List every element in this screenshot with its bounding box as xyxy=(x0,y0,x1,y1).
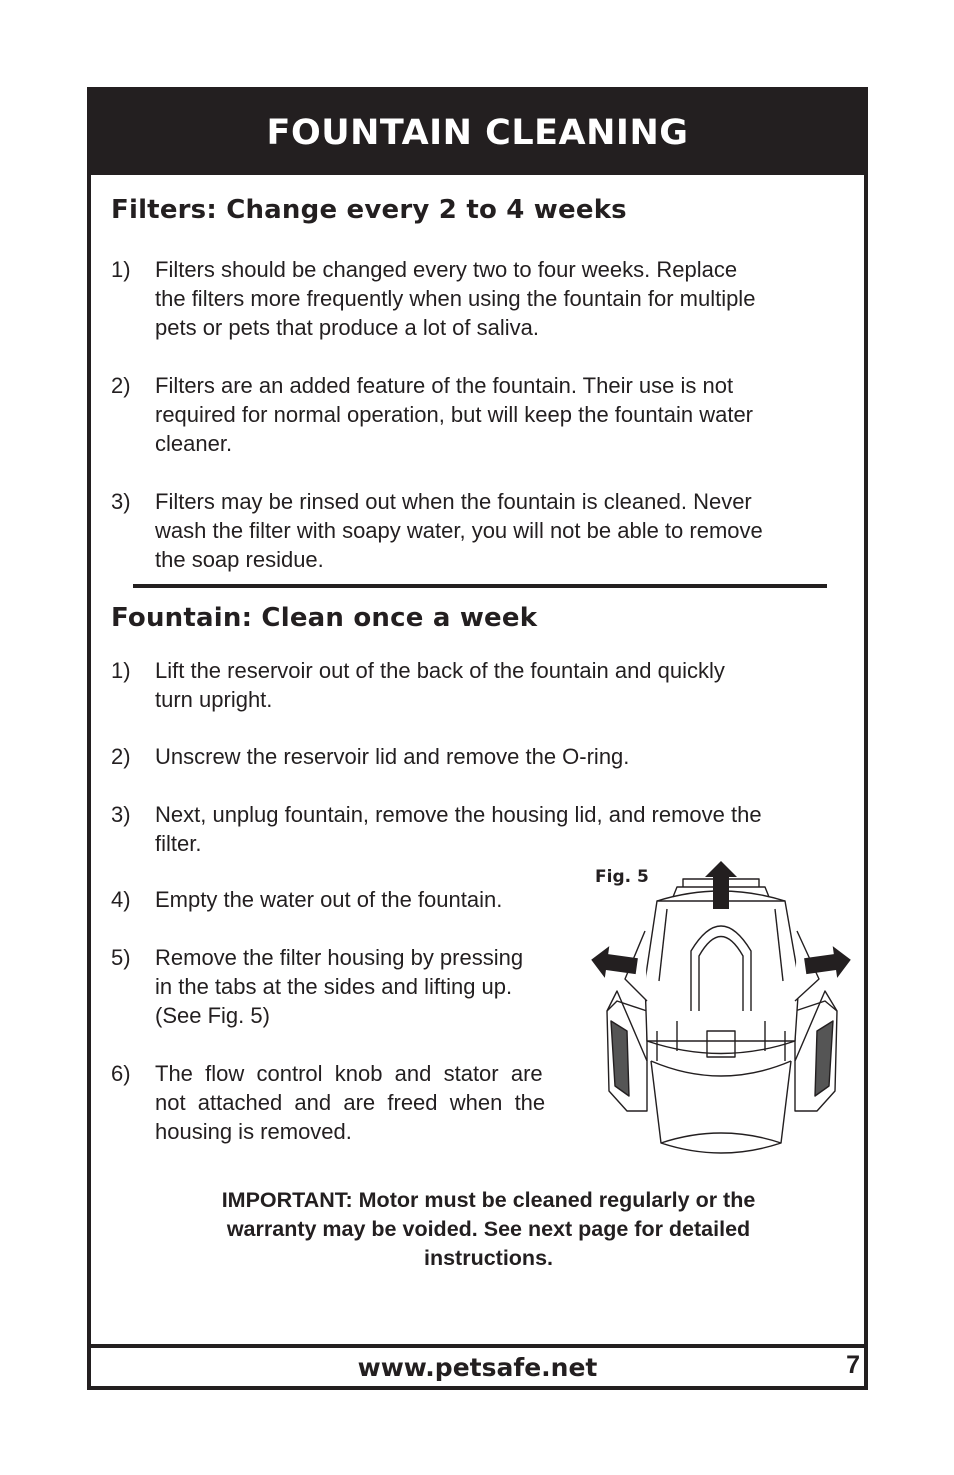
figure-label: Fig. 5 xyxy=(595,867,649,887)
list-item xyxy=(111,943,581,1030)
fountain-section-title: Fountain: Clean once a week xyxy=(111,603,538,633)
item-text: Filters may be rinsed out when the fountain is cleaned. Never wash the filter with soapy water, you will not be able to remove the soap residue. xyxy=(155,489,763,572)
section-divider xyxy=(133,584,827,588)
item-number: 4) xyxy=(111,887,131,912)
important-note: IMPORTANT: Motor must be cleaned regularly or the warranty may be voided. See next page for detailed instructions. xyxy=(221,1188,756,1270)
list-item xyxy=(111,656,831,714)
item-number: 3) xyxy=(111,489,131,514)
list-item xyxy=(111,255,831,342)
list-item xyxy=(111,1059,581,1146)
item-number: 6) xyxy=(111,1061,131,1086)
list-item xyxy=(111,742,831,771)
footer-divider xyxy=(91,1344,864,1348)
item-text: The flow control knob and stator are not attached and are freed when the housing is removed. xyxy=(155,1061,546,1144)
filters-section-title: Filters: Change every 2 to 4 weeks xyxy=(111,195,627,225)
item-text: Lift the reservoir out of the back of the fountain and quickly turn upright. xyxy=(155,658,725,712)
page-frame xyxy=(87,87,868,1390)
item-text: Remove the filter housing by pressing in the tabs at the sides and lifting up. (See Fig. 5) xyxy=(155,945,524,1028)
website-url: www.petsafe.net xyxy=(357,1353,598,1382)
item-number: 2) xyxy=(111,373,131,398)
list-item xyxy=(111,371,831,458)
item-text: Filters should be changed every two to four weeks. Replace the filters more frequently when using the fountain for multiple pets or pets that produce a lot of saliva. xyxy=(155,257,756,340)
item-text: Next, unplug fountain, remove the housing lid, and remove the filter. xyxy=(155,802,762,856)
item-text: Unscrew the reservoir lid and remove the O-ring. xyxy=(155,744,630,769)
item-text: Filters are an added feature of the fountain. Their use is not required for normal operation, but will keep the fountain water cleaner. xyxy=(155,373,754,456)
page-title: FOUNTAIN CLEANING xyxy=(266,113,689,153)
item-number: 2) xyxy=(111,744,131,769)
filter-housing-illustration-icon xyxy=(587,861,855,1161)
header-bar xyxy=(91,91,864,175)
list-item xyxy=(111,487,831,574)
list-item xyxy=(111,885,581,914)
item-number: 3) xyxy=(111,802,131,827)
page-number: 7 xyxy=(846,1351,860,1379)
list-item xyxy=(111,800,831,858)
item-number: 5) xyxy=(111,945,131,970)
item-text: Empty the water out of the fountain. xyxy=(155,887,503,912)
item-number: 1) xyxy=(111,257,131,282)
item-number: 1) xyxy=(111,658,131,683)
